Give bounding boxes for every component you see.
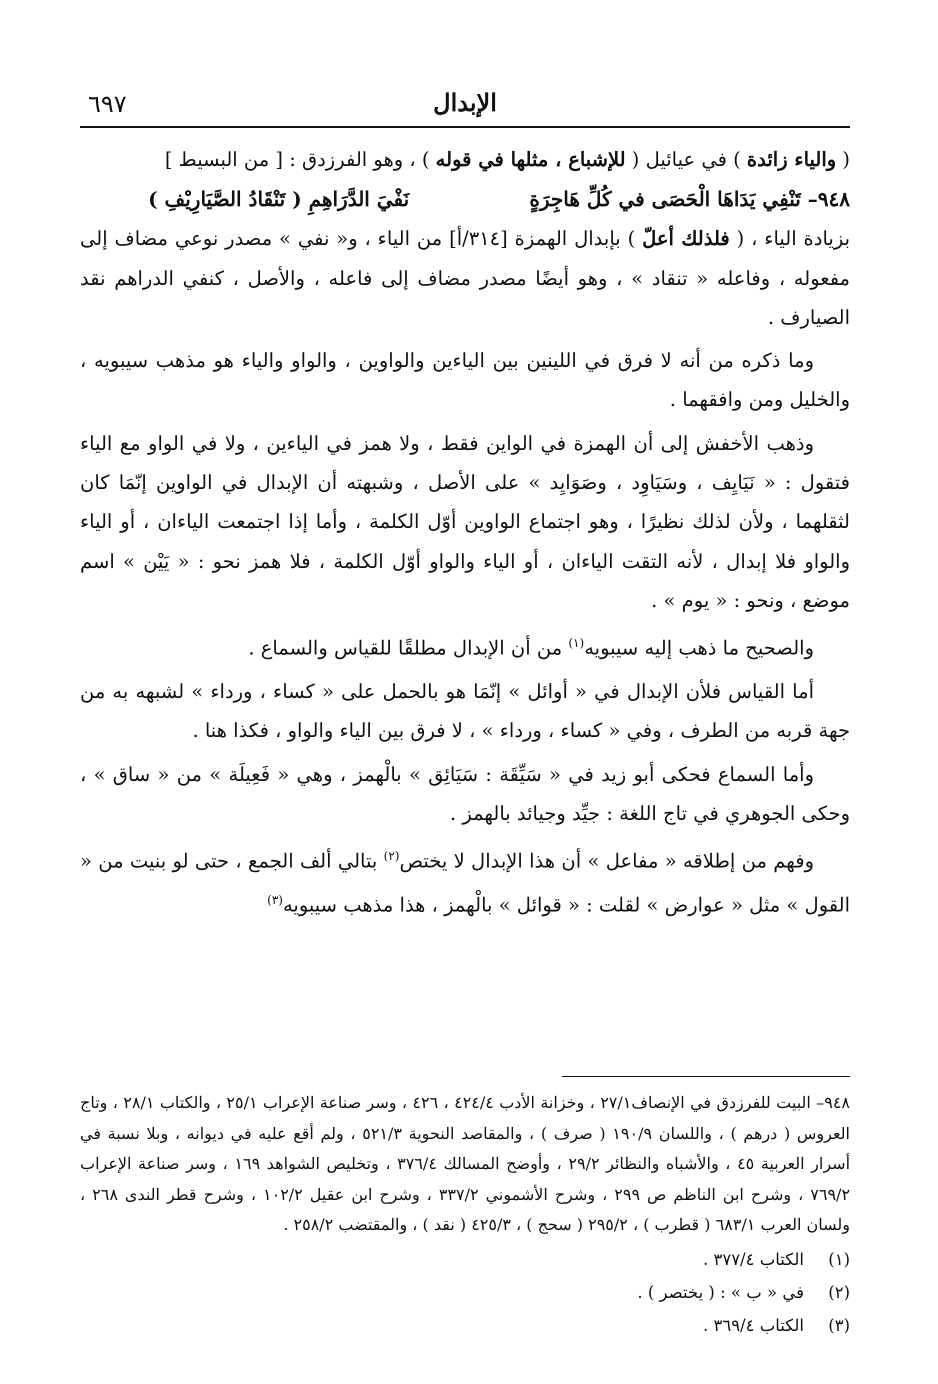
paragraph-intro xyxy=(80,140,850,179)
footnote-item xyxy=(80,1309,850,1342)
text-span: وفهم من إطلاقه « مفاعل » أن هذا الإبدال لا يختص xyxy=(399,849,814,873)
footnote-ref: (١) xyxy=(568,636,585,651)
text-span: من أن الإبدال مطلقًا للقياس والسماع . xyxy=(248,636,569,660)
verse-first-hemistich: ٩٤٨– تَنْفِي يَدَاهَا الْحَصَى في كُلِّ هَاجِرَةٍ xyxy=(529,187,850,212)
running-title: الإبدال xyxy=(433,88,497,117)
text-span: ( xyxy=(836,148,850,171)
verse-second-hemistich: نَفْيَ الدَّرَاهِمِ ( تَنْقَادُ الصَّيَارِيْفِ ) xyxy=(148,187,410,212)
poetry-verse xyxy=(80,179,850,219)
footnote-divider xyxy=(562,1076,850,1077)
text-span: ) في عيائيل ( xyxy=(625,148,747,171)
main-text xyxy=(80,140,850,925)
footnote-text: الكتاب ٣٧٧/٤ . xyxy=(702,1249,804,1269)
footnote-number: (٣) xyxy=(828,1315,850,1335)
text-span: والصحيح ما ذهب إليه سيبويه xyxy=(584,636,814,660)
bold-phrase: للإشباع ، مثلها في قوله xyxy=(435,148,626,171)
footnote-text: في « ب » : ( يختصر ) . xyxy=(637,1282,804,1302)
paragraph-correct-view xyxy=(80,624,850,668)
footnote-item xyxy=(80,1243,850,1276)
paragraph-akhfash-view: وذهب الأخفش إلى أن الهمزة في الواين فقط ، ولا همز في الياءين ، ولا في الواو مع الياء فتقول : « نَيَايِف ، وسَيَاوِد ، وصَوَايِد » على الأصل ، وشبهته أن الإبدال في الواوين إنّمَا كان لثقلهما ، ولأن لذلك نظيرًا ، وهو اجتماع الواوين أوّل الكلمة ، وأما إذا اجتمعت الياءان ، أو الياء والواو فلا إبدال ، لأنه التقت الياءان ، أو الياء والواو أوّل الكلمة ، فلا همز نحو : « يَيْن » اسم موضع ، ونحو : « يوم » . xyxy=(80,431,850,612)
footnote-item xyxy=(80,1276,850,1309)
text-span: ) ، وهو الفرزدق : [ من البسيط ] xyxy=(164,148,436,171)
footnote-number: (٢) xyxy=(828,1282,850,1302)
paragraph-hearing: وأما السماع فحكى أبو زيد في « سَيِّقَة : سَيَائِق » بالْهمز ، وهي « فَعِيلَة » من « ساق » ، وحكى الجوهري في تاج اللغة : جيِّد وجيائد بالهمز . xyxy=(80,762,850,825)
bold-phrase: فلذلك أعلّ xyxy=(642,227,730,251)
page-number: ٦٩٧ xyxy=(88,90,127,118)
text-span: بزيادة الياء ، ( xyxy=(729,227,851,251)
paragraph-generalization xyxy=(80,837,850,925)
bold-phrase: والياء زائدة xyxy=(746,148,837,171)
footnote-ref: (٣) xyxy=(267,893,283,908)
text-span: بتالي ألف الجمع ، حتى لو بنيت من « القول » مثل « عوارض » لقلت : « قوائل » بالْهمز ، هذا مذهب سيبويه xyxy=(80,849,850,917)
paragraph-sibawayh-view: وما ذكره من أنه لا فرق في اللينين بين الياءين والواوين ، والواو والياء هو مذهب سيبويه ، والخليل ومن وافقهما . xyxy=(80,349,850,412)
footnote-text: الكتاب ٣٦٩/٤ . xyxy=(702,1315,804,1335)
paragraph-analogy: أما القياس فلأن الإبدال في « أوائل » إنّمَا هو بالحمل على « كساء ، ورداء » لشبهه به من جهة قربه من الطرف ، وفي « كساء ، ورداء » ، لا فرق بين الياء والواو ، فكذا هنا . xyxy=(80,680,850,743)
page-header xyxy=(80,86,850,128)
footnote-ref: (٢) xyxy=(383,849,400,864)
footnote-list xyxy=(80,1243,850,1342)
footnotes xyxy=(80,1088,850,1342)
text-span: ) بإبدال الهمزة [٣١٤/أ] من الياء ، و« نفي » مصدر نوعي مضاف إلى مفعوله ، وفاعله « تنقاد » ، وهو أيضًا مصدر مضاف إلى فاعله ، والأصل ، كنفي الدراهم نقد الصيارف . xyxy=(80,227,850,329)
paragraph-verse-commentary xyxy=(80,219,850,337)
footnote-verse-sources: ٩٤٨– البيت للفرزدق في الإنصاف٢٧/١ ، وخزانة الأدب ٤٢٤/٤ ، ٤٢٦ ، وسر صناعة الإعراب ٢٥/١ ، والكتاب ٢٨/١ ، وتاج العروس ( درهم ) ، واللسان ١٩٠/٩ ( صرف ) ، والمقاصد النحوية ٥٢١/٣ ، ولم أقع عليه في ديوانه ، وبلا نسبة في أسرار العربية ٤٥ ، والأشباه والنظائر ٢٩/٢ ، وأوضح المسالك ٣٧٦/٤ ، وتخليص الشواهد ١٦٩ ، وسر صناعة الإعراب ٧٦٩/٢ ، وشرح ابن الناظم ص ٢٩٩ ، وشرح الأشموني ٣٣٧/٢ ، وشرح ابن عقيل ١٠٢/٢ ، وشرح قطر الندى ٢٦٨ ، ولسان العرب ٦٨٣/١ ( قطرب ) ، ٢٩٥/٢ ( سحج ) ، ٤٢٥/٣ ( نقد ) ، والمقتضب ٢٥٨/٢ . xyxy=(80,1093,851,1234)
footnote-number: (١) xyxy=(828,1249,850,1269)
